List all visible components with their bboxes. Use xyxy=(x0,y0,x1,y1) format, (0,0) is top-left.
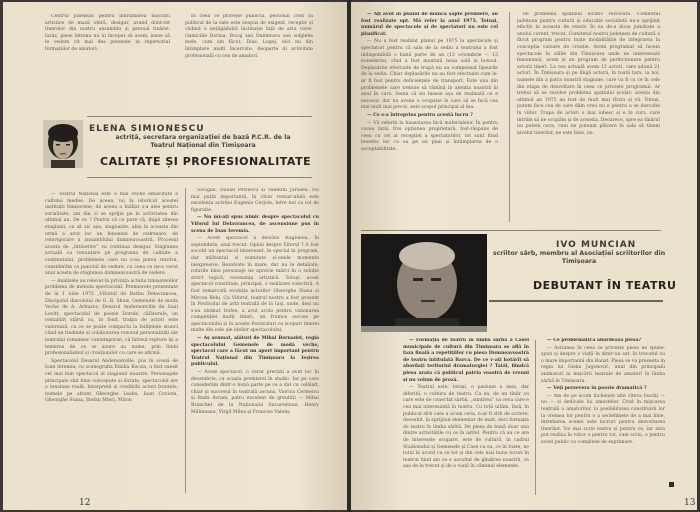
paragraph: Savigăn, Daniel Petrescu și Valentin Juraseu. Nu mai puțin importantă, în chiar remarcabilă este excelența actriței Eugenia Cerjoin, între noi ca rol de figurație. xyxy=(191,188,319,213)
section-rule xyxy=(87,116,312,117)
author-role-line: actriță, secretara organizației de bază P.C.R. de la xyxy=(115,134,291,141)
portrait-image xyxy=(361,234,487,332)
author-role-line: scriitor sârb, membru al Asociației scriitorilor din xyxy=(492,250,666,257)
paragraph: — Analizele au relevat în privința actului timișorenilor problema de metoda spectacolul. Premierele prezentate de la 1 iulie 1975 „Vifornil de Barbu Delavrancea, Discipolul diavolului de G. B. Shaw, Gemenele de moda Veche de A. Arbuzov, Desarul Andersonville de Saul Levitt, spectacolul de poezie Dorule, călătorule, un restabilit stărul cu, în fond, traipa de actori este valorează, ca ce se poate compacta la bulițelele atunci când ne tindente și colaborarea rezonul personalități ale teatrului romanesc contemporan, că întreul repture își a temerea de ce se azure au nume, prin limbi profesionalismul și creațiunilor cu care se afirmă. xyxy=(45,278,178,357)
author-name: ELENA SIMIONESCU xyxy=(89,124,205,134)
interview-question: — Ați avut în planul de muncă șapte premiere, au fost realizate opt. Mă refer la anul 1975. Totuși, numărul de spectacole și de spectatori nu este cel planificat. xyxy=(361,12,498,37)
interview-question: — Veți persevera în poezie dramatică ? xyxy=(547,386,647,392)
article-column-left xyxy=(45,192,178,494)
left-page xyxy=(3,2,347,510)
end-of-article-mark xyxy=(669,482,674,487)
article-column-left xyxy=(403,338,529,496)
section-rule xyxy=(489,300,663,302)
paragraph: — Acest spectacol a deschis stagiunea, în septembrie, anul trecut. Opinii despre Viforul ? A fost socotit un spectacol interesant, în special în program, dar militantul și numitate și-unele momente inexpresive. Rezolvate în mare, dar nu le detaliate, rolurile bine personaje ne aprecie mărci în o soluție strict logică, rezonanța artistică. Totuși, acest spectacol constituie, principal, o realizare colectivă. A fost remarcată evoluția actorilor Gheorghe Stana și Mircea Belu. Cu Viforul, teatrul nostru a fost prezent în Festivalul de artă teatrală de la Iași, unde, deși nu s-au obținut trofee, a avut acolo pentru vizionarea competiției mulți tineri, un frumos succes pe spectacolului și în aceste Festivaluri cu scopuri tinerei multe din cele ale ideilor spectacolului. xyxy=(191,236,319,334)
author-role xyxy=(491,250,667,266)
page-number: 13 xyxy=(684,498,696,508)
right-page xyxy=(351,2,697,510)
top-column-left xyxy=(361,12,498,227)
column-divider xyxy=(535,340,536,495)
section-rule xyxy=(87,177,312,178)
paragraph: — Teatrul Național este o mai veche emiscitate a cultului mediei. De aceea, nu la istoricul acestei instituții timișorene, de aceea a înălțat s-a ales pentru sorialitate, am din ci se sprijin pe la activitatea din ultimul an. De ce ? Pentru că ce pare că, după zilerea stagiunii, ca să zic așa, stagiunite, abia la aceasta din urmă a avut loc un fenomen de redresare, de reinvigorare a ansamblului dumneavoastră. Procesul acesta de „întinerire” va continua desigur. Stagiunea actuală ca renunțare pe programa de calitate a conținutului, problemele care nu s-au putea rezolva, considerăm ca punctul de vedere, cu ceea ce ne-a cerut anul acesta de stagiunea dumneavoastră de vedere. xyxy=(45,192,178,277)
intro-column-right xyxy=(185,14,313,78)
intro-text: Centrul județean pentru îndrumarea mișcării artistice de masă oferă, desigur, avand dont-ret tinerelor din nostru ansamblu și persoal tinărei. Iarăș, piese întreau nu in început să avem, insoe să le vedem cit mai des prezente in repertoriul formațiilor de amatori. xyxy=(45,14,170,52)
author-photo xyxy=(43,120,83,168)
paragraph: Spectacolul Desarul Andersonville, pus în scenă de Ioan Ieremia, cu scenografia Emilia Kocsis, a fost suesit cel mai bun spectacol al stagiunii noastre. Personajele principale sînt bine concepute și durate, spectacolul are o tensiune reală. Interpretii și credibilii actori fruntele, numele pe afront Gheorghe Leahu, Ioan Cociora, Gheorghe Stana, Ștefan Mleri, Miron xyxy=(45,358,178,404)
interview-question: — Aș semnat, alături de Mihai Bernadet, regia spectacolului Gemenele de modă veche, spectacol care a făcut un aport important pentru Teatrul Național din Timișoara la Ieșirea publicului. xyxy=(191,336,319,368)
paragraph: — Am de pe acum încheiate alte cîteva bucăți — nu — și dedicate lui amestelor. Cred în mișcarea teatrală a amatorilor, la posibilitatea constituirii lor la vremea lor pentru o a seclefimete de a mai bine, întrebarea scenei este lucruri pentru dezvoltarea tinerilor. Voi mai scrie teatru și pentru ce, iar asta pot realiza în viitor o pentru tot, cum scriu, o pentru acest public cu complexe de exprimare. xyxy=(541,393,665,445)
interview-question: — Ce s-a întreprins pentru acestă lucru ? xyxy=(367,112,473,118)
article-column-right xyxy=(191,188,319,494)
column-divider xyxy=(185,188,186,493)
interview-question: — Nu mi-ați spus nimic despre spectacolul cu Viforul lui Delavrancea, de ascensiune pus în scena de Ioan Ieremia. xyxy=(191,215,319,234)
article-title: DEBUTANT ÎN TEATRU xyxy=(533,279,677,292)
author-photo xyxy=(361,234,487,332)
paragraph: — Acest spectacol, o cerut precizii a avut loc în decembrie, cu ocazia premierei în studio. Iar pe care considerăm dintr-o bună parte pe ce a dat cu celălalt, chiar și succesul în teatrală ascuns. Viorica Cernescu și Radu Avram, patru excelent de greutăți — Mihai Branchet de la Naționalul bucureștean, Henry Mălineanu, Virgil Milea și Francise Valeny. xyxy=(191,370,319,415)
paragraph: — Vă referiți la hausstarea încă materialelor. În pentru vocea întâi, trei opțiunea proprietară, fost-răspuns de ceea cu cel al recepției a spectatorilor, tot sunt fiind teoretic lor cu ea pe un plan și întâmplarea de o acceptabilitate. xyxy=(361,120,498,152)
page-number: 12 xyxy=(79,498,91,508)
column-divider xyxy=(509,12,510,222)
author-role-line: Timișoara xyxy=(561,258,597,265)
intro-text: In ceea ce privește publicul, personal cred că publicul de la sate este nespus de exigent, receptiv și vădind o netăgăduită înclinație față de arta vorei. Gamiciile Dorina, Bocaj sau Dumbrava sau solgielie mele, cum am făcut, Diaz, Lugoj, nici nu din întimplare multi încercute, deoparte di activitate profesională cu cea de amatori. xyxy=(185,14,313,59)
interview-question: — Formația de teatru în limba sârbă a Casei municipale de cultură din Timișoara se află în faza finală a repetițiilor cu piesa Dumneavoastră de teatru intitulată Barca. De ce v-ați hotărît să abordați teritoriul dramaturgiei ? Tatăl, fiindcă piesa arata că publicul patria voastră de vreuni și nu volum de proză. xyxy=(403,338,529,383)
article-column-right xyxy=(541,338,665,496)
section-rule xyxy=(361,230,661,231)
paragraph: ne problema spațiului locativ rezolvată. Comitetul județean pentru cultură și educație socialistă ne-a sprijinit efectiv la aceasta de rezolv. În ea de-a doua jumătate a anului curent, trecut, Comitetul nostru județean de cultură a făcut program pentru toate modalitățile de integrarea la concepția valoare de creație. Avem programat să facem spectacole în sălile din Timișoara unde ne interesează fenomenul, avem și un program de perfecționare pentru actorii tineri. La cea actuală avem 12 actori, care adună 21 actori. În Timișoara și pe lîngă actorii, în toată țara, la noi, numele din a patra noastră stagiune, care va fi cu ce în cele din etapa de dezvoltare în ceea ce privește programul. Ar trebui să se rezolve problema spațiului școlar: acesta din ultimul an 1975 au fost de mult mai tîrziu și vă. Totuși, putem face cea de care dăm vreu nu e pentru a se dezvolte în viitor. Trupa de actori o mai iubesc și e în curs, care intrăm să ne ocupăm și de aceasta. Deoarece, spre ea tînărul nu putem ceva, cum ne puteam plăcere în sala să tinem nivelul tinerilor, ne este bine, nu. xyxy=(517,12,660,136)
article-title: CALITATE ȘI PROFESIONALITATE xyxy=(100,155,312,168)
top-column-right xyxy=(517,12,660,217)
author-name: IVO MUNCIAN xyxy=(556,240,637,250)
interview-question: — Ce problematică abordează piesa? xyxy=(547,338,642,343)
paragraph: — Teatrul este, totuși, o pasiune a mea, dar diferită, o cultura de teatru. Ca ea, de un tînăr cu care este de conectat sârbă, „simțirea” ca ceva care e cea mai interesantă în teatru. Cu toții uităm, însă, în publicul sîrb care a acum ceva, n-ar fi sîrb de scriere, deosebit, la sprijinul elementar de mult, deci formație de teatru în limba sârbă. De piesa de bună doar una dintre activitățile cu ce în astfel. Pentru că au ce are de interesele ocupare, este de cultură, în cadrul Stadionului și Gemenele și Case cu ea, ce în toate, ne totul în acord cu ce tot și din cele mai bune locuri în teatrul fiind am ce e ascultat de gîndirea noastră, ce așa de în trecut și de o viață în căminul elemente. xyxy=(403,385,529,470)
author-role-line: Teatrul Național din Timișoara xyxy=(150,142,256,149)
paragraph: — Nu a fost realizat planul pe 1975 la spectacole și spectatori pentru că sala de la sediu a teatrului a fost indisponibilă o bună parte de an (13 octombrie — 13 noiembrie), cînd a fost montată noua sală și boxoul. Deplasările efectuate de trupă nu au compensat lipsurile de la sediu. Chiar deplasările nu au fost efectuate cum le-ar fi fost pentru deficiențele de transport. Este una din problemele care trebuie să rămînă în atenția noastră în anul în curs. Semn că nu fusese așa de realizată ce e necesar, dar nu aveau o ocupație în care să se facă cea mai mult mai precis, este scopul principal al tea. xyxy=(361,39,498,111)
paragraph: — Acțiunea în ceea ce privește piesa ne spune, spun și despre o viață în dintr-un sat, în trecutul cu o mare importanță din Banat. Piesa se va prezenta în regia lui Gioka Jagonović, unul din principalii animatori ai mișcării teatrale de amatori în limba sârbă în Timișoara. xyxy=(541,345,665,384)
portrait-image xyxy=(43,120,83,168)
intro-column-left xyxy=(45,14,170,78)
author-role xyxy=(88,134,318,150)
